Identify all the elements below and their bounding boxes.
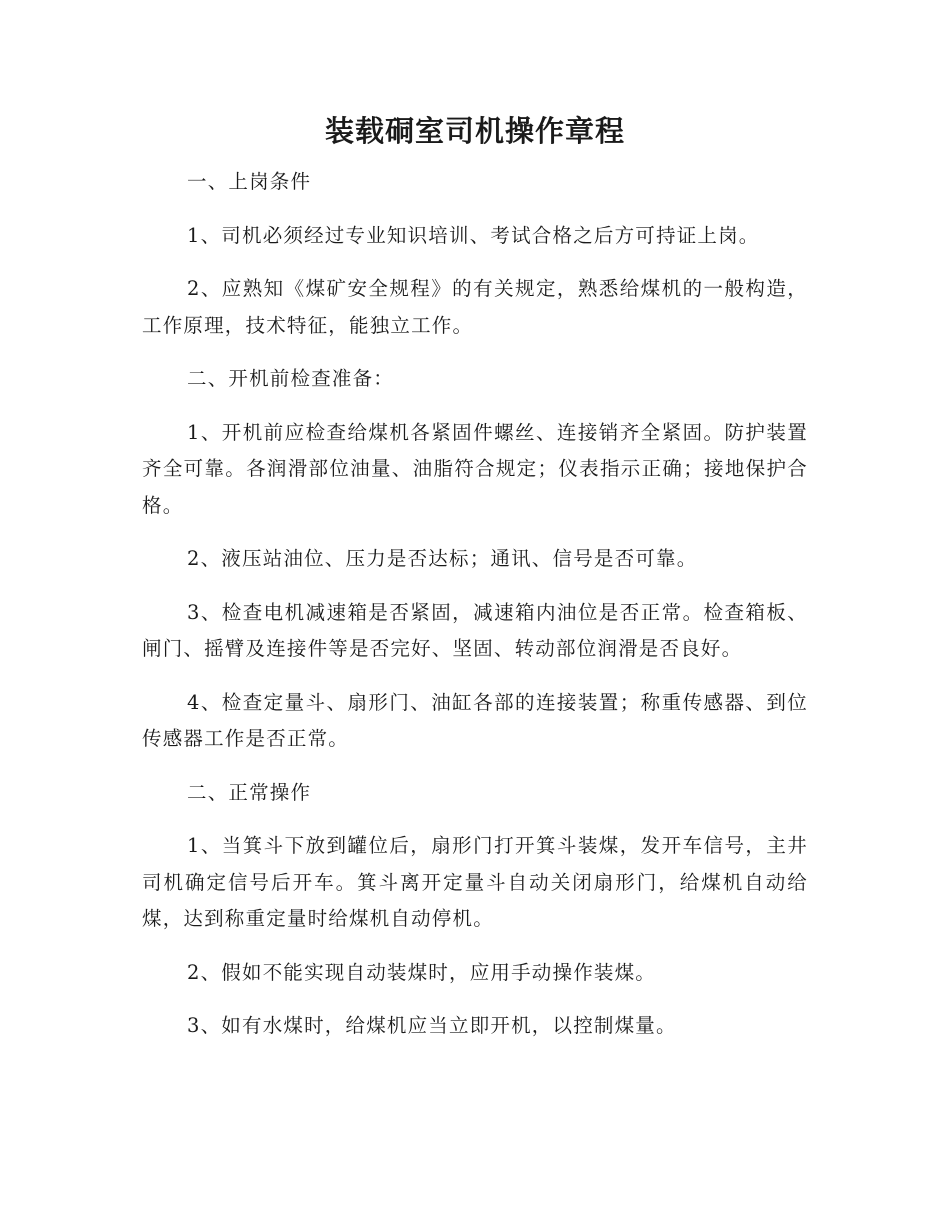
section-heading-pre-start-check: 二、开机前检查准备： xyxy=(187,367,395,390)
paragraph: 2、假如不能实现自动装煤时，应用手动操作装煤。 xyxy=(187,960,657,984)
paragraph: 4、检查定量斗、扇形门、油缸各部的连接装置；称重传感器、到位传感器工作是否正常。 xyxy=(142,690,808,750)
paragraph: 1、司机必须经过专业知识培训、考试合格之后方可持证上岗。 xyxy=(187,223,760,247)
paragraph: 2、应熟知《煤矿安全规程》的有关规定，熟悉给煤机的一般构造，工作原理，技术特征，能独立工作。 xyxy=(142,277,808,337)
document-title: 装载硐室司机操作章程 xyxy=(324,114,625,148)
paragraph: 3、如有水煤时，给煤机应当立即开机，以控制煤量。 xyxy=(187,1014,677,1037)
paragraph: 3、检查电机减速箱是否紧固，减速箱内油位是否正常。检查箱板、闸门、摇臂及连接件等是否完好、坚固、转动部位润滑是否良好。 xyxy=(142,600,808,660)
paragraph: 1、开机前应检查给煤机各紧固件螺丝、连接销齐全紧固。防护装置齐全可靠。各润滑部位油量、油脂符合规定；仪表指示正确；接地保护合格。 xyxy=(142,420,808,517)
paragraph: 2、液压站油位、压力是否达标；通讯、信号是否可靠。 xyxy=(187,547,698,570)
paragraph: 1、当箕斗下放到罐位后，扇形门打开箕斗装煤，发开车信号，主井司机确定信号后开车。箕斗离开定量斗自动关闭扇形门，给煤机自动给煤，达到称重定量时给煤机自动停机。 xyxy=(142,834,808,930)
section-heading-normal-operation: 二、正常操作 xyxy=(187,780,312,804)
section-heading-qualifications: 一、上岗条件 xyxy=(187,170,312,193)
document-body xyxy=(142,164,808,1062)
